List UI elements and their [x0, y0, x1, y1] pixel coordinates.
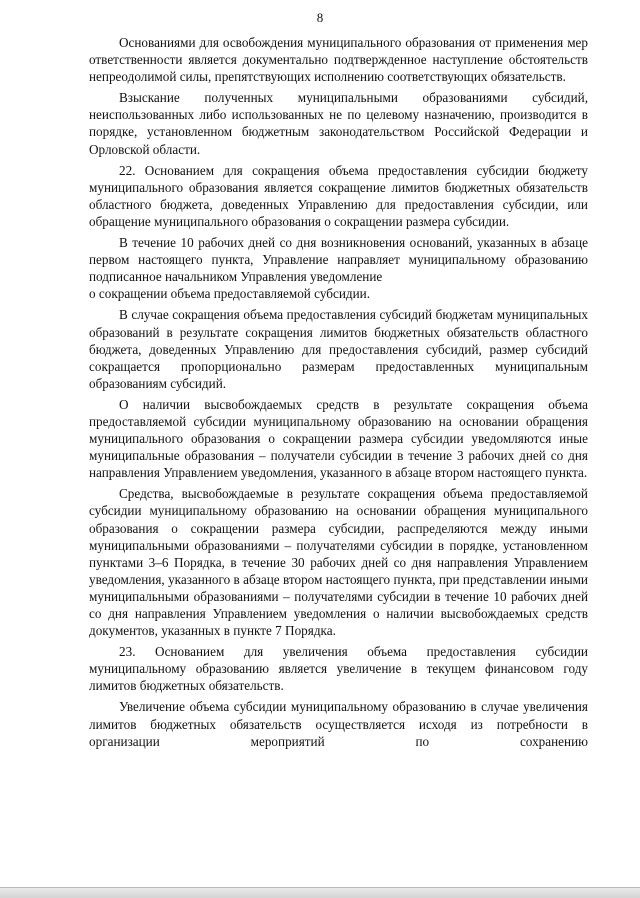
paragraph: В течение 10 рабочих дней со дня возникновения оснований, указанных в абзаце первом настоящего пункта, Управление направляет муниципальному образованию подписанное начальником Управления уведомление — [89, 235, 588, 285]
document-body — [89, 34, 588, 754]
paragraph: о сокращении объема предоставляемой субсидии. — [89, 286, 371, 302]
paragraph: Средства, высвобождаемые в результате сокращения объема предоставляемой субсидии муниципальному образованию на основании обращения муниципального образования о сокращении размера субсидии, распределяются между иными муниципальными образованиями – получателями субсидии в порядке, установленном пунктами 3–6 Порядка, в течение 30 рабочих дней со дня направления Управлением уведомления, указанного в абзаце втором настоящего пункта, при представлении иными муниципальными образованиями – получателями субсидии в течение 10 рабочих дней со дня направления Управлением уведомления о наличии высвобождаемых средств документов, указанных в пункте 7 Порядка. — [89, 486, 588, 639]
paragraph: О наличии высвобождаемых средств в результате сокращения объема предоставляемой субсидии муниципальному образованию на основании обращения муниципального образования о сокращении размера субсидии уведомляются иные муниципальные образования – получатели субсидии в течение 3 рабочих дней со дня направления Управлением уведомления, указанного в абзаце втором настоящего пункта. — [89, 396, 588, 481]
page-bottom-edge — [0, 887, 640, 898]
paragraph: 23. Основанием для увеличения объема предоставления субсидии муниципальному образованию является увеличение в текущем финансовом году лимитов бюджетных обязательств. — [89, 644, 588, 694]
paragraph: Увеличение объема субсидии муниципальному образованию в случае увеличения лимитов бюджетных обязательств осуществляется исходя из потребности в организации мероприятий по сохранению — [89, 699, 588, 749]
paragraph: Взыскание полученных муниципальными образованиями субсидий, неиспользованных либо использованных не по целевому назначению, производится в порядке, установленном бюджетным законодательством Российской Федерации и Орловской области. — [89, 90, 588, 157]
paragraph: 22. Основанием для сокращения объема предоставления субсидии бюджету муниципального образования является сокращение лимитов бюджетных обязательств областного бюджета, доведенных Управлению для предоставления субсидии, или обращение муниципального образования о сокращении размера субсидии. — [89, 162, 588, 229]
paragraph: Основаниями для освобождения муниципального образования от применения мер ответственности является документально подтвержденное наступление обстоятельств непреодолимой силы, препятствующих исполнению соответствующих обязательств. — [89, 35, 588, 85]
paragraph: В случае сокращения объема предоставления субсидий бюджетам муниципальных образований в результате сокращения лимитов бюджетных обязательств областного бюджета, доведенных Управлению для предоставления субсидий, размер субсидий сокращается пропорционально размерам предоставленных муниципальным образованиям субсидий. — [89, 307, 588, 391]
page-number: 8 — [316, 10, 324, 25]
